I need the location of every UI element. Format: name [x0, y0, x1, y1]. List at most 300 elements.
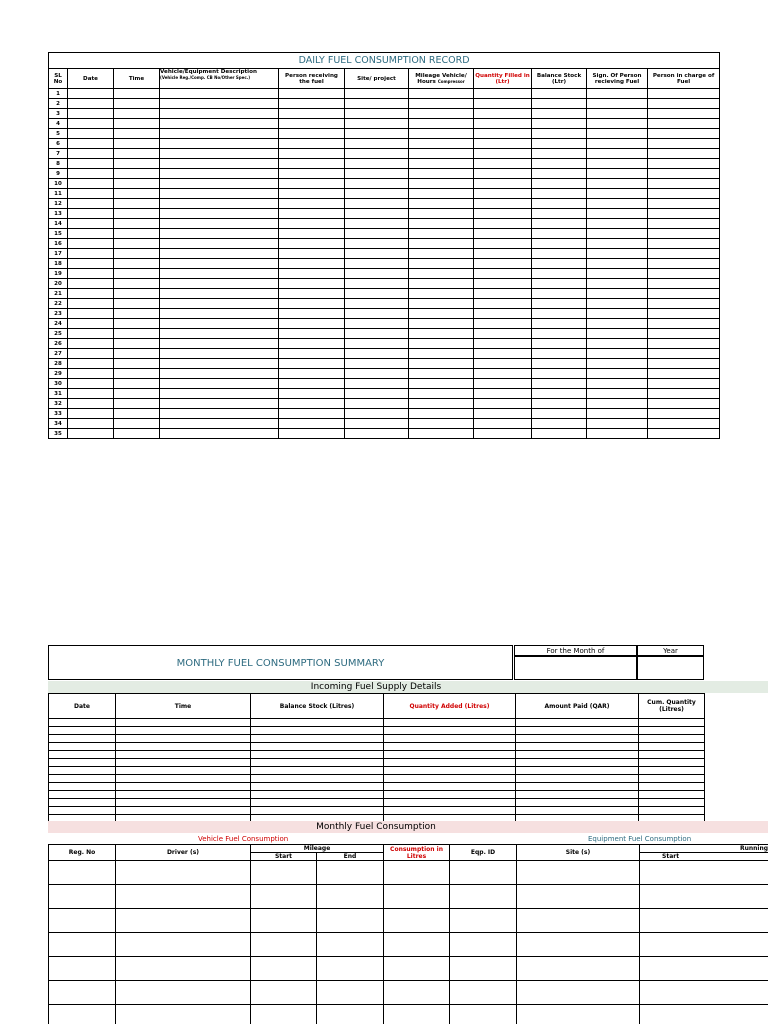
daily-row-cell[interactable] — [532, 119, 587, 129]
daily-row-cell[interactable] — [532, 379, 587, 389]
daily-row-cell[interactable] — [160, 89, 279, 99]
daily-row-cell[interactable] — [279, 359, 345, 369]
daily-row-cell[interactable] — [648, 229, 720, 239]
daily-row-cell[interactable] — [648, 149, 720, 159]
incoming-row-cell[interactable] — [49, 735, 116, 743]
daily-row-cell[interactable] — [114, 399, 160, 409]
daily-row-cell[interactable] — [648, 199, 720, 209]
daily-row-cell[interactable] — [160, 139, 279, 149]
daily-row-cell[interactable] — [114, 159, 160, 169]
daily-row-cell[interactable] — [587, 189, 648, 199]
daily-row-cell[interactable] — [474, 159, 532, 169]
daily-row-cell[interactable] — [279, 179, 345, 189]
daily-row-cell[interactable] — [648, 329, 720, 339]
daily-row-cell[interactable] — [409, 159, 474, 169]
consumption-row-cell[interactable] — [251, 1005, 317, 1024]
incoming-row-cell[interactable] — [116, 767, 251, 775]
daily-row-cell[interactable] — [160, 189, 279, 199]
daily-row-cell[interactable] — [279, 369, 345, 379]
daily-row-cell[interactable] — [160, 359, 279, 369]
consumption-row-cell[interactable] — [517, 933, 640, 957]
daily-row-cell[interactable] — [409, 389, 474, 399]
daily-row-cell[interactable] — [279, 349, 345, 359]
daily-row-cell[interactable] — [160, 399, 279, 409]
daily-row-cell[interactable] — [587, 159, 648, 169]
daily-row-cell[interactable] — [648, 359, 720, 369]
consumption-row-cell[interactable] — [450, 957, 517, 981]
daily-row-cell[interactable] — [345, 329, 409, 339]
consumption-row-cell[interactable] — [640, 885, 768, 909]
consumption-row-cell[interactable] — [116, 1005, 251, 1024]
consumption-row-cell[interactable] — [640, 861, 768, 885]
daily-row-cell[interactable] — [160, 199, 279, 209]
daily-row-cell[interactable] — [587, 249, 648, 259]
daily-row-cell[interactable] — [474, 399, 532, 409]
daily-row-cell[interactable] — [160, 229, 279, 239]
daily-row-cell[interactable] — [279, 279, 345, 289]
incoming-row-cell[interactable] — [49, 799, 116, 807]
daily-row-cell[interactable] — [68, 409, 114, 419]
daily-row-cell[interactable] — [160, 219, 279, 229]
daily-row-cell[interactable] — [68, 349, 114, 359]
daily-row-cell[interactable] — [279, 419, 345, 429]
daily-row-cell[interactable] — [474, 199, 532, 209]
consumption-row-cell[interactable] — [116, 861, 251, 885]
daily-row-cell[interactable] — [279, 169, 345, 179]
daily-row-cell[interactable] — [648, 259, 720, 269]
daily-row-cell[interactable] — [279, 239, 345, 249]
daily-row-cell[interactable] — [279, 229, 345, 239]
daily-row-cell[interactable] — [68, 239, 114, 249]
daily-row-cell[interactable] — [587, 99, 648, 109]
daily-row-cell[interactable] — [114, 139, 160, 149]
daily-row-cell[interactable] — [648, 279, 720, 289]
daily-row-cell[interactable] — [532, 229, 587, 239]
daily-row-cell[interactable] — [68, 259, 114, 269]
incoming-row-cell[interactable] — [639, 727, 705, 735]
daily-row-cell[interactable] — [68, 269, 114, 279]
daily-row-cell[interactable] — [648, 319, 720, 329]
consumption-row-cell[interactable] — [384, 981, 450, 1005]
daily-row-cell[interactable] — [532, 269, 587, 279]
incoming-row-cell[interactable] — [384, 751, 516, 759]
consumption-row-cell[interactable] — [317, 885, 384, 909]
incoming-row-cell[interactable] — [116, 751, 251, 759]
daily-row-cell[interactable] — [474, 209, 532, 219]
daily-row-cell[interactable] — [279, 259, 345, 269]
consumption-row-cell[interactable] — [317, 909, 384, 933]
daily-row-cell[interactable] — [474, 379, 532, 389]
daily-row-cell[interactable] — [587, 339, 648, 349]
incoming-row-cell[interactable] — [384, 775, 516, 783]
incoming-row-cell[interactable] — [516, 751, 639, 759]
daily-row-cell[interactable] — [160, 119, 279, 129]
incoming-row-cell[interactable] — [116, 791, 251, 799]
incoming-row-cell[interactable] — [639, 775, 705, 783]
consumption-row-cell[interactable] — [317, 1005, 384, 1024]
incoming-row-cell[interactable] — [639, 735, 705, 743]
daily-row-cell[interactable] — [532, 329, 587, 339]
incoming-row-cell[interactable] — [116, 775, 251, 783]
daily-row-cell[interactable] — [587, 169, 648, 179]
daily-row-cell[interactable] — [345, 139, 409, 149]
daily-row-cell[interactable] — [114, 169, 160, 179]
daily-row-cell[interactable] — [160, 319, 279, 329]
daily-row-cell[interactable] — [409, 249, 474, 259]
daily-row-cell[interactable] — [160, 239, 279, 249]
incoming-row-cell[interactable] — [639, 791, 705, 799]
incoming-row-cell[interactable] — [516, 807, 639, 815]
daily-row-cell[interactable] — [648, 369, 720, 379]
daily-row-cell[interactable] — [160, 179, 279, 189]
daily-row-cell[interactable] — [68, 309, 114, 319]
daily-row-cell[interactable] — [68, 209, 114, 219]
daily-row-cell[interactable] — [279, 269, 345, 279]
daily-row-cell[interactable] — [279, 329, 345, 339]
incoming-row-cell[interactable] — [384, 759, 516, 767]
daily-row-cell[interactable] — [587, 259, 648, 269]
consumption-row-cell[interactable] — [49, 1005, 116, 1024]
daily-row-cell[interactable] — [68, 279, 114, 289]
daily-row-cell[interactable] — [648, 249, 720, 259]
daily-row-cell[interactable] — [345, 209, 409, 219]
daily-row-cell[interactable] — [409, 119, 474, 129]
daily-row-cell[interactable] — [160, 109, 279, 119]
incoming-row-cell[interactable] — [384, 719, 516, 727]
incoming-row-cell[interactable] — [251, 767, 384, 775]
incoming-row-cell[interactable] — [251, 807, 384, 815]
daily-row-cell[interactable] — [409, 429, 474, 439]
daily-row-cell[interactable] — [114, 379, 160, 389]
daily-row-cell[interactable] — [474, 419, 532, 429]
daily-row-cell[interactable] — [532, 289, 587, 299]
daily-row-cell[interactable] — [345, 319, 409, 329]
consumption-row-cell[interactable] — [640, 933, 768, 957]
daily-row-cell[interactable] — [648, 129, 720, 139]
daily-row-cell[interactable] — [532, 359, 587, 369]
incoming-row-cell[interactable] — [639, 751, 705, 759]
daily-row-cell[interactable] — [68, 249, 114, 259]
daily-row-cell[interactable] — [532, 299, 587, 309]
incoming-row-cell[interactable] — [116, 807, 251, 815]
daily-row-cell[interactable] — [279, 289, 345, 299]
daily-row-cell[interactable] — [345, 389, 409, 399]
incoming-row-cell[interactable] — [516, 799, 639, 807]
daily-row-cell[interactable] — [532, 259, 587, 269]
daily-row-cell[interactable] — [532, 139, 587, 149]
daily-row-cell[interactable] — [279, 209, 345, 219]
daily-row-cell[interactable] — [68, 219, 114, 229]
daily-row-cell[interactable] — [114, 339, 160, 349]
daily-row-cell[interactable] — [345, 239, 409, 249]
daily-row-cell[interactable] — [474, 349, 532, 359]
daily-row-cell[interactable] — [409, 129, 474, 139]
daily-row-cell[interactable] — [409, 419, 474, 429]
daily-row-cell[interactable] — [474, 169, 532, 179]
daily-row-cell[interactable] — [474, 309, 532, 319]
daily-row-cell[interactable] — [648, 419, 720, 429]
daily-row-cell[interactable] — [345, 419, 409, 429]
daily-row-cell[interactable] — [114, 149, 160, 159]
daily-row-cell[interactable] — [648, 309, 720, 319]
daily-row-cell[interactable] — [68, 179, 114, 189]
incoming-row-cell[interactable] — [639, 743, 705, 751]
incoming-row-cell[interactable] — [384, 735, 516, 743]
daily-row-cell[interactable] — [68, 189, 114, 199]
incoming-row-cell[interactable] — [49, 783, 116, 791]
daily-row-cell[interactable] — [532, 219, 587, 229]
daily-row-cell[interactable] — [648, 109, 720, 119]
daily-row-cell[interactable] — [587, 139, 648, 149]
daily-row-cell[interactable] — [68, 429, 114, 439]
daily-row-cell[interactable] — [532, 389, 587, 399]
daily-row-cell[interactable] — [160, 419, 279, 429]
daily-row-cell[interactable] — [279, 219, 345, 229]
daily-row-cell[interactable] — [114, 409, 160, 419]
daily-row-cell[interactable] — [160, 279, 279, 289]
daily-row-cell[interactable] — [532, 399, 587, 409]
daily-row-cell[interactable] — [345, 99, 409, 109]
daily-row-cell[interactable] — [409, 239, 474, 249]
daily-row-cell[interactable] — [114, 249, 160, 259]
daily-row-cell[interactable] — [114, 239, 160, 249]
daily-row-cell[interactable] — [648, 159, 720, 169]
consumption-row-cell[interactable] — [640, 957, 768, 981]
incoming-row-cell[interactable] — [116, 759, 251, 767]
incoming-row-cell[interactable] — [384, 767, 516, 775]
daily-row-cell[interactable] — [345, 299, 409, 309]
daily-row-cell[interactable] — [279, 249, 345, 259]
incoming-row-cell[interactable] — [516, 759, 639, 767]
incoming-row-cell[interactable] — [384, 743, 516, 751]
daily-row-cell[interactable] — [474, 389, 532, 399]
daily-row-cell[interactable] — [648, 219, 720, 229]
daily-row-cell[interactable] — [160, 379, 279, 389]
incoming-row-cell[interactable] — [639, 767, 705, 775]
daily-row-cell[interactable] — [532, 169, 587, 179]
daily-row-cell[interactable] — [279, 389, 345, 399]
daily-row-cell[interactable] — [345, 309, 409, 319]
daily-row-cell[interactable] — [114, 429, 160, 439]
daily-row-cell[interactable] — [532, 319, 587, 329]
daily-row-cell[interactable] — [648, 349, 720, 359]
daily-row-cell[interactable] — [532, 279, 587, 289]
incoming-row-cell[interactable] — [251, 775, 384, 783]
incoming-row-cell[interactable] — [639, 719, 705, 727]
daily-row-cell[interactable] — [409, 339, 474, 349]
daily-row-cell[interactable] — [532, 369, 587, 379]
consumption-row-cell[interactable] — [251, 909, 317, 933]
incoming-row-cell[interactable] — [516, 735, 639, 743]
daily-row-cell[interactable] — [160, 259, 279, 269]
consumption-row-cell[interactable] — [317, 861, 384, 885]
daily-row-cell[interactable] — [114, 89, 160, 99]
daily-row-cell[interactable] — [409, 369, 474, 379]
daily-row-cell[interactable] — [532, 109, 587, 119]
daily-row-cell[interactable] — [532, 199, 587, 209]
daily-row-cell[interactable] — [160, 349, 279, 359]
daily-row-cell[interactable] — [345, 109, 409, 119]
consumption-row-cell[interactable] — [49, 909, 116, 933]
daily-row-cell[interactable] — [160, 99, 279, 109]
daily-row-cell[interactable] — [587, 299, 648, 309]
daily-row-cell[interactable] — [532, 89, 587, 99]
daily-row-cell[interactable] — [345, 379, 409, 389]
daily-row-cell[interactable] — [279, 129, 345, 139]
incoming-row-cell[interactable] — [49, 751, 116, 759]
daily-row-cell[interactable] — [532, 209, 587, 219]
daily-row-cell[interactable] — [474, 289, 532, 299]
daily-row-cell[interactable] — [587, 149, 648, 159]
daily-row-cell[interactable] — [648, 339, 720, 349]
incoming-row-cell[interactable] — [251, 735, 384, 743]
daily-row-cell[interactable] — [587, 179, 648, 189]
daily-row-cell[interactable] — [279, 199, 345, 209]
daily-row-cell[interactable] — [532, 339, 587, 349]
daily-row-cell[interactable] — [68, 299, 114, 309]
incoming-row-cell[interactable] — [516, 775, 639, 783]
consumption-row-cell[interactable] — [384, 957, 450, 981]
daily-row-cell[interactable] — [474, 429, 532, 439]
incoming-row-cell[interactable] — [116, 799, 251, 807]
daily-row-cell[interactable] — [587, 199, 648, 209]
daily-row-cell[interactable] — [345, 169, 409, 179]
incoming-row-cell[interactable] — [251, 727, 384, 735]
daily-row-cell[interactable] — [345, 399, 409, 409]
daily-row-cell[interactable] — [532, 149, 587, 159]
daily-row-cell[interactable] — [648, 169, 720, 179]
daily-row-cell[interactable] — [409, 189, 474, 199]
daily-row-cell[interactable] — [114, 99, 160, 109]
consumption-row-cell[interactable] — [450, 909, 517, 933]
consumption-row-cell[interactable] — [49, 933, 116, 957]
daily-row-cell[interactable] — [409, 259, 474, 269]
incoming-row-cell[interactable] — [384, 799, 516, 807]
incoming-row-cell[interactable] — [384, 791, 516, 799]
consumption-row-cell[interactable] — [251, 861, 317, 885]
daily-row-cell[interactable] — [68, 89, 114, 99]
daily-row-cell[interactable] — [474, 269, 532, 279]
daily-row-cell[interactable] — [409, 219, 474, 229]
daily-row-cell[interactable] — [648, 209, 720, 219]
incoming-row-cell[interactable] — [49, 791, 116, 799]
daily-row-cell[interactable] — [114, 219, 160, 229]
incoming-row-cell[interactable] — [49, 807, 116, 815]
incoming-row-cell[interactable] — [384, 783, 516, 791]
daily-row-cell[interactable] — [345, 129, 409, 139]
daily-row-cell[interactable] — [114, 199, 160, 209]
daily-row-cell[interactable] — [114, 279, 160, 289]
incoming-row-cell[interactable] — [49, 727, 116, 735]
daily-row-cell[interactable] — [474, 369, 532, 379]
daily-row-cell[interactable] — [68, 379, 114, 389]
daily-row-cell[interactable] — [587, 209, 648, 219]
daily-row-cell[interactable] — [345, 179, 409, 189]
daily-row-cell[interactable] — [68, 99, 114, 109]
daily-row-cell[interactable] — [587, 359, 648, 369]
daily-row-cell[interactable] — [648, 399, 720, 409]
consumption-row-cell[interactable] — [384, 933, 450, 957]
daily-row-cell[interactable] — [345, 149, 409, 159]
daily-row-cell[interactable] — [279, 409, 345, 419]
daily-row-cell[interactable] — [648, 99, 720, 109]
daily-row-cell[interactable] — [532, 179, 587, 189]
incoming-row-cell[interactable] — [251, 743, 384, 751]
daily-row-cell[interactable] — [68, 139, 114, 149]
daily-row-cell[interactable] — [114, 389, 160, 399]
daily-row-cell[interactable] — [474, 149, 532, 159]
daily-row-cell[interactable] — [409, 399, 474, 409]
daily-row-cell[interactable] — [114, 109, 160, 119]
consumption-row-cell[interactable] — [49, 981, 116, 1005]
daily-row-cell[interactable] — [68, 289, 114, 299]
daily-row-cell[interactable] — [648, 89, 720, 99]
consumption-row-cell[interactable] — [450, 981, 517, 1005]
month-field[interactable] — [514, 656, 637, 680]
consumption-row-cell[interactable] — [450, 885, 517, 909]
daily-row-cell[interactable] — [345, 339, 409, 349]
incoming-row-cell[interactable] — [516, 783, 639, 791]
daily-row-cell[interactable] — [68, 369, 114, 379]
daily-row-cell[interactable] — [532, 249, 587, 259]
daily-row-cell[interactable] — [474, 319, 532, 329]
consumption-row-cell[interactable] — [640, 1005, 768, 1024]
daily-row-cell[interactable] — [409, 139, 474, 149]
daily-row-cell[interactable] — [345, 359, 409, 369]
daily-row-cell[interactable] — [532, 99, 587, 109]
daily-row-cell[interactable] — [345, 289, 409, 299]
incoming-row-cell[interactable] — [251, 751, 384, 759]
daily-row-cell[interactable] — [279, 89, 345, 99]
daily-row-cell[interactable] — [474, 99, 532, 109]
consumption-row-cell[interactable] — [49, 885, 116, 909]
daily-row-cell[interactable] — [279, 139, 345, 149]
daily-row-cell[interactable] — [587, 379, 648, 389]
daily-row-cell[interactable] — [409, 289, 474, 299]
daily-row-cell[interactable] — [409, 379, 474, 389]
incoming-row-cell[interactable] — [516, 791, 639, 799]
daily-row-cell[interactable] — [409, 279, 474, 289]
daily-row-cell[interactable] — [648, 269, 720, 279]
daily-row-cell[interactable] — [587, 389, 648, 399]
daily-row-cell[interactable] — [532, 239, 587, 249]
daily-row-cell[interactable] — [648, 409, 720, 419]
daily-row-cell[interactable] — [160, 299, 279, 309]
daily-row-cell[interactable] — [474, 179, 532, 189]
incoming-row-cell[interactable] — [116, 719, 251, 727]
daily-row-cell[interactable] — [114, 119, 160, 129]
incoming-row-cell[interactable] — [516, 743, 639, 751]
consumption-row-cell[interactable] — [49, 861, 116, 885]
consumption-row-cell[interactable] — [517, 957, 640, 981]
incoming-row-cell[interactable] — [251, 719, 384, 727]
daily-row-cell[interactable] — [279, 159, 345, 169]
daily-row-cell[interactable] — [587, 349, 648, 359]
consumption-row-cell[interactable] — [49, 957, 116, 981]
daily-row-cell[interactable] — [345, 269, 409, 279]
daily-row-cell[interactable] — [587, 119, 648, 129]
incoming-row-cell[interactable] — [49, 719, 116, 727]
daily-row-cell[interactable] — [587, 89, 648, 99]
daily-row-cell[interactable] — [409, 309, 474, 319]
daily-row-cell[interactable] — [114, 259, 160, 269]
daily-row-cell[interactable] — [114, 319, 160, 329]
daily-row-cell[interactable] — [114, 359, 160, 369]
consumption-row-cell[interactable] — [517, 861, 640, 885]
daily-row-cell[interactable] — [587, 409, 648, 419]
daily-row-cell[interactable] — [345, 199, 409, 209]
daily-row-cell[interactable] — [279, 399, 345, 409]
